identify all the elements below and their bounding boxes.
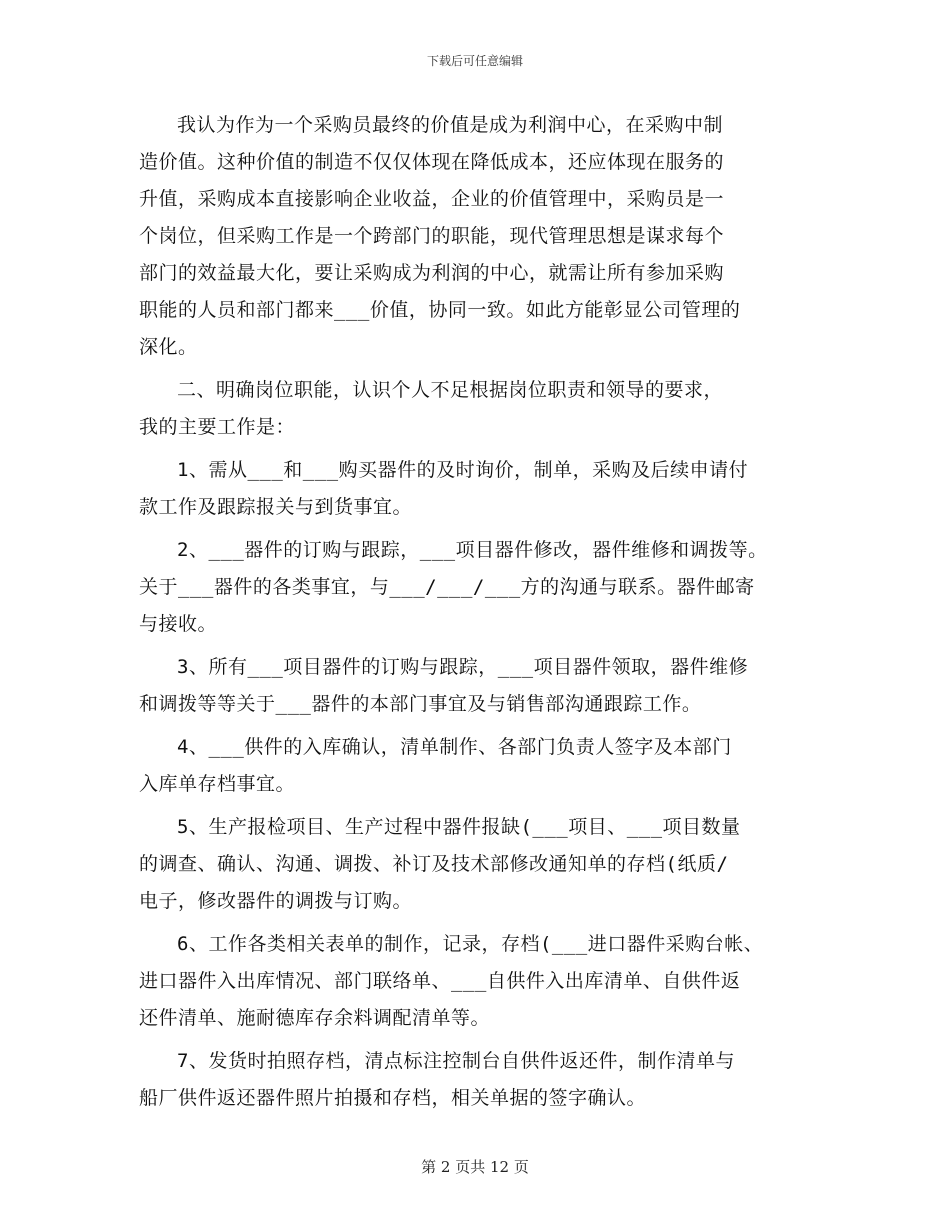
paragraph-line: 部门的效益最大化，要让采购成为利润的中心，就需让所有参加采购 bbox=[139, 262, 725, 284]
paragraph-line: 和调拨等等关于___器件的本部门事宜及与销售部沟通跟踪工作。 bbox=[139, 693, 702, 715]
paragraph-6 bbox=[139, 729, 829, 803]
paragraph-line: 关于___器件的各类事宜，与___/___/___方的沟通与联系。器件邮寄 bbox=[139, 576, 755, 598]
paragraph-1 bbox=[139, 107, 829, 366]
paragraph-8 bbox=[139, 926, 829, 1037]
paragraph-line: 3、所有___项目器件的订购与跟踪，___项目器件领取，器件维修 bbox=[177, 656, 749, 678]
page-header: 下载后可任意编辑 bbox=[426, 54, 523, 68]
paragraph-5 bbox=[139, 649, 829, 723]
paragraph-line: 入库单存档事宜。 bbox=[139, 773, 296, 795]
paragraph-line: 电子，修改器件的调拨与订购。 bbox=[139, 890, 413, 912]
paragraph-line: 7、发货时拍照存档，清点标注控制台自供件返还件，制作清单与 bbox=[177, 1050, 735, 1072]
paragraph-line: 与接收。 bbox=[139, 613, 218, 635]
paragraph-line: 个岗位，但采购工作是一个跨部门的职能，现代管理思想是谋求每个 bbox=[139, 225, 725, 247]
paragraph-line: 深化。 bbox=[139, 336, 198, 358]
paragraph-line: 款工作及跟踪报关与到货事宜。 bbox=[139, 496, 413, 518]
paragraph-line: 造价值。这种价值的制造不仅仅体现在降低成本，还应体现在服务的 bbox=[139, 151, 725, 173]
paragraph-line: 5、生产报检项目、生产过程中器件报缺(___项目、___项目数量 bbox=[177, 816, 741, 838]
paragraph-2 bbox=[139, 372, 829, 446]
paragraph-4 bbox=[139, 532, 829, 643]
paragraph-line: 6、工作各类相关表单的制作，记录，存档(___进口器件采购台帐、 bbox=[177, 933, 764, 955]
paragraph-line: 我的主要工作是： bbox=[139, 416, 296, 438]
paragraph-line: 的调查、确认、沟通、调拨、补订及技术部修改通知单的存档(纸质/ bbox=[139, 853, 729, 875]
paragraph-line: 1、需从___和___购买器件的及时询价，制单，采购及后续申请付 bbox=[177, 459, 749, 481]
paragraph-9 bbox=[139, 1043, 829, 1117]
paragraph-line: 职能的人员和部门都来___价值，协同一致。如此方能彰显公司管理的 bbox=[139, 299, 741, 321]
paragraph-7 bbox=[139, 809, 829, 920]
paragraph-line: 2、___器件的订购与跟踪，___项目器件修改，器件维修和调拨等。 bbox=[177, 539, 768, 561]
document-body bbox=[139, 107, 829, 1123]
paragraph-3 bbox=[139, 452, 829, 526]
paragraph-line: 进口器件入出库情况、部门联络单、___自供件入出库清单、自供件返 bbox=[139, 970, 741, 992]
paragraph-line: 还件清单、施耐德库存余料调配清单等。 bbox=[139, 1007, 491, 1029]
paragraph-line: 4、___供件的入库确认，清单制作、各部门负责人签字及本部门 bbox=[177, 736, 732, 758]
paragraph-line: 我认为作为一个采购员最终的价值是成为利润中心，在采购中制 bbox=[177, 114, 724, 136]
paragraph-line: 船厂供件返还器件照片拍摄和存档，相关单据的签字确认。 bbox=[139, 1087, 647, 1109]
paragraph-line: 升值，采购成本直接影响企业收益，企业的价值管理中，采购员是一 bbox=[139, 188, 725, 210]
paragraph-line: 二、明确岗位职能，认识个人不足根据岗位职责和领导的要求， bbox=[177, 379, 724, 401]
page-number: 第 2 页共 12 页 bbox=[421, 1158, 529, 1176]
